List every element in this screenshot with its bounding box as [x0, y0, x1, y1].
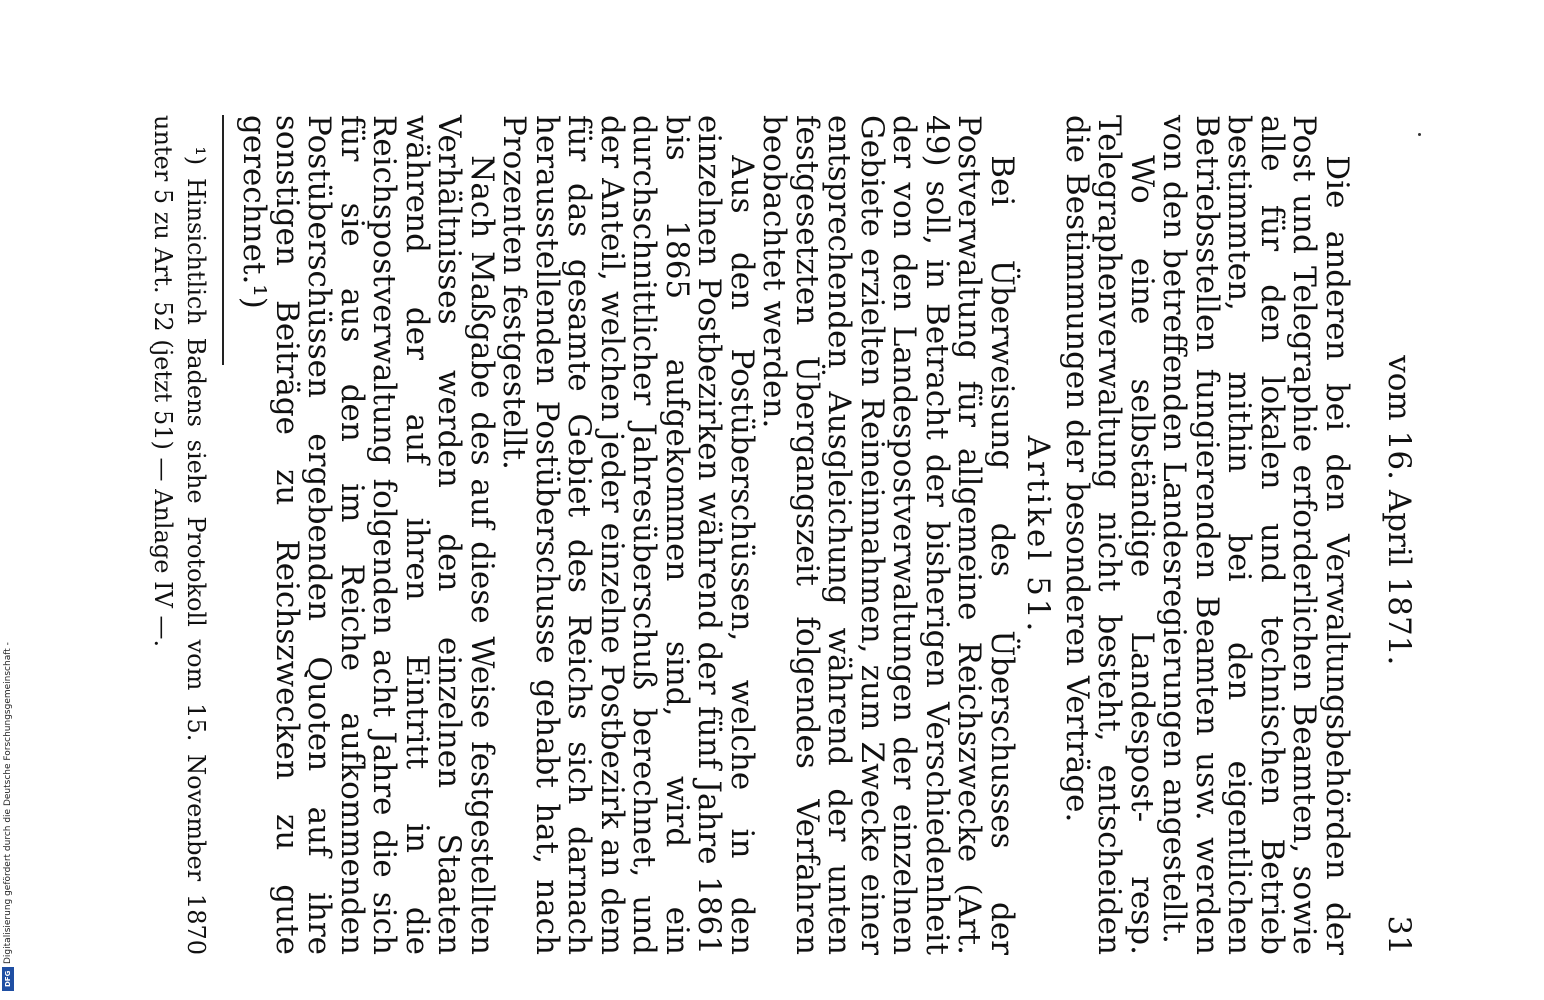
speck — [1418, 133, 1421, 136]
page-number: 31 — [1381, 915, 1417, 955]
dfg-logo: DFG — [2, 967, 14, 991]
paragraph: Aus den Postüberschüssen, welche in den einzelnen Postbezirken während der fünf Jahre 1861 bis 1865 aufgekommen sind, wird ein durchschnittlicher Jahresüberschuß berechnet, und der Anteil, welchen jeder einzelne Postbezirk an dem für das gesamte Gebiet des Reichs sich darnach herausstellenden Postüberschusse gehabt hat, nach Prozenten festgestellt. — [496, 115, 760, 955]
document-page — [146, 115, 1415, 955]
paragraph: Wo eine selbständige Landespost- resp. Telegraphenverwaltung nicht besteht, entscheiden die Bestimmungen der besonderen Verträge. — [1059, 115, 1160, 955]
page-header — [1353, 115, 1415, 955]
footnote-rule — [222, 115, 224, 365]
paragraph: Die anderen bei den Verwaltungsbehörden der Post und Telegraphie erforderlichen Beamten, sowie alle für den lokalen und technischen Betrieb bestimmten, mithin bei den eigentlichen Betriebsstellen fungierenden Beamten usw. werden von den betreffenden Landesregierungen angestellt. — [1156, 115, 1355, 955]
footnote: ¹) Hinsichtlich Badens siehe Protokoll vom 15. November 1870 unter 5 zu Art. 52 (jetzt 51) — Anlage IV —. — [149, 115, 210, 955]
paragraph: Nach Maßgabe des auf diese Weise festgestellten Verhältnisses werden den einzelnen Staaten während der auf ihren Eintritt in die Reichspostverwaltung folgenden acht Jahre die sich für sie aus den im Reiche aufkommenden Postüberschüssen ergebenden Quoten auf ihre sonstigen Beiträge zu Reichszwecken zu gute gerechnet.¹) — [236, 115, 500, 955]
sidebar — [0, 0, 16, 1000]
article-heading: Artikel 51. — [1020, 435, 1057, 635]
digitization-credit: Digitalisierung gefördert durch die Deutsche Forschungsgemeinschaft - — [3, 642, 13, 964]
paragraph: Bei Überweisung des Überschusses der Postverwaltung für allgemeine Reichszwecke (Art. 49) soll, in Betracht der bisherigen Verschiedenheit der von den Landespostverwaltungen der einzelnen Gebiete erzielten Reineinnahmen, zum Zwecke einer entsprechenden Ausgleichung während der unten festgesetzten Übergangszeit folgendes Verfahren beobachtet werden. — [756, 115, 1020, 955]
running-title: vom 16. April 1871. — [1381, 355, 1417, 666]
